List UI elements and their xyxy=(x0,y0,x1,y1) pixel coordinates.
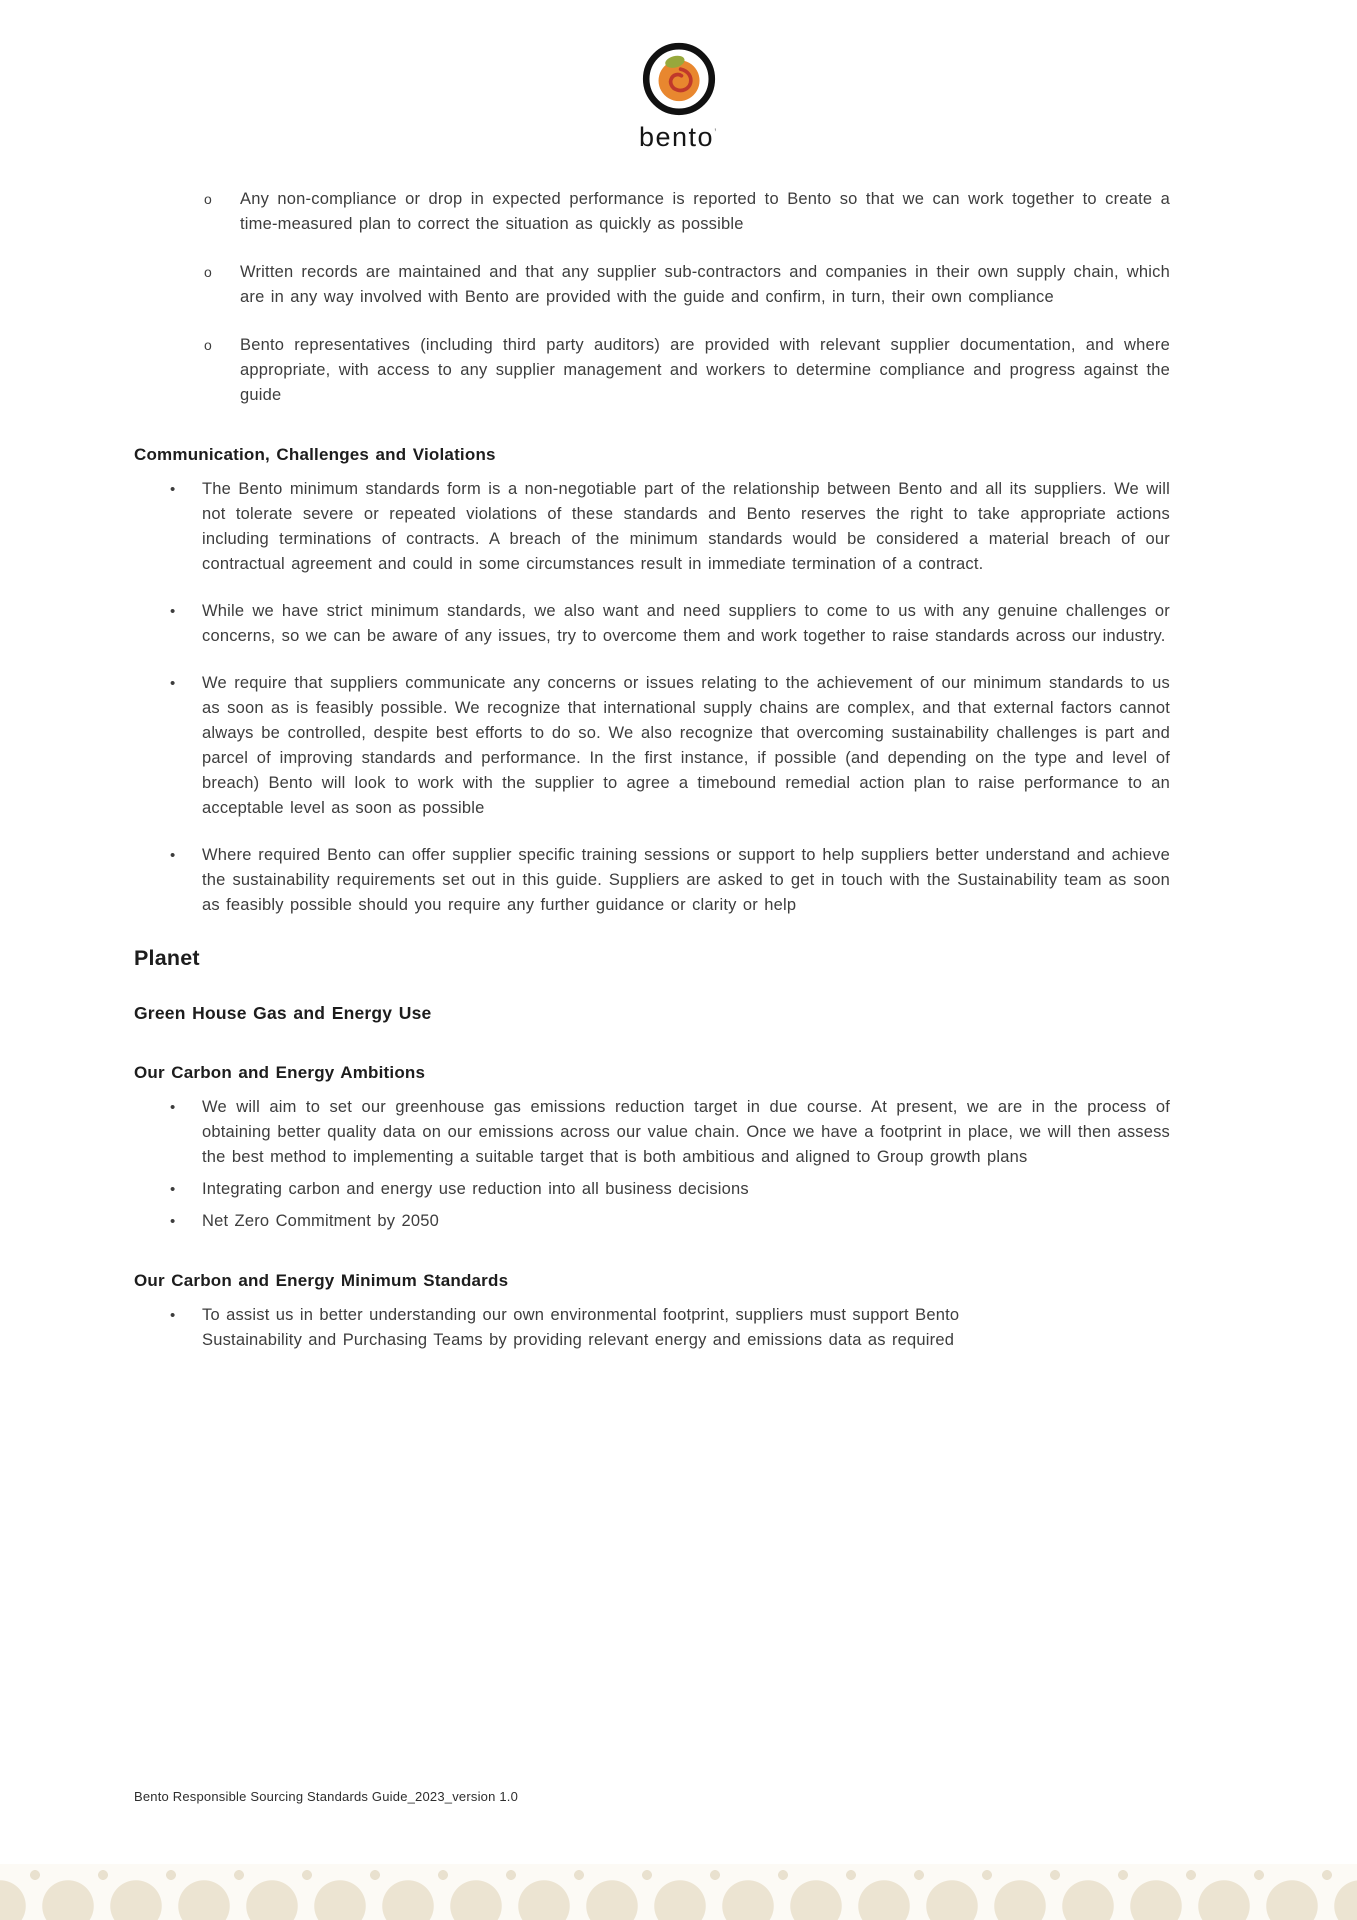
bullet-item xyxy=(134,1177,1170,1202)
bullet-marker: • xyxy=(170,481,176,498)
logo xyxy=(0,0,1357,153)
bullet-item xyxy=(134,1095,1170,1170)
sub-bullet-item xyxy=(134,333,1170,408)
sub-bullet-text: Written records are maintained and that any supplier sub-contractors and companies in their own supply chain, which are in any way involved with Bento are provided with the guide and confirm, in turn, their own compliance xyxy=(240,263,1170,306)
circle-marker: o xyxy=(204,264,212,280)
logo-text xyxy=(0,122,1357,153)
circle-marker: o xyxy=(204,337,212,353)
bullet-marker: • xyxy=(170,1213,176,1230)
bullet-marker: • xyxy=(170,847,176,864)
bullet-item xyxy=(134,671,1170,821)
bullet-marker: • xyxy=(170,675,176,692)
sub-bullet-text: Any non-compliance or drop in expected performance is reported to Bento so that we can work together to create a time-measured plan to correct the situation as quickly as possible xyxy=(240,190,1170,233)
bullet-text: To assist us in better understanding our own environmental footprint, suppliers must support Bento Sustainability and Purchasing Teams by providing relevant energy and emissions data as required xyxy=(202,1306,960,1349)
bullet-text: We require that suppliers communicate any concerns or issues relating to the achievement of our minimum standards to us as soon as is feasibly possible. We recognize that international supply chains are complex, and that external factors cannot always be controlled, despite best efforts to do so. We also recognize that overcoming sustainability challenges is part and parcel of improving standards and performance. In the first instance, if possible (and depending on the type and level of breach) Bento will look to work with the supplier to agree a timebound remedial action plan to raise performance to an acceptable level as soon as possible xyxy=(202,674,1170,817)
section-heading-carbon-ambitions: Our Carbon and Energy Ambitions xyxy=(134,1063,426,1082)
section-heading-carbon-minimum-standards: Our Carbon and Energy Minimum Standards xyxy=(134,1271,509,1290)
bullet-item xyxy=(134,1303,1170,1353)
minimum-standards-bullet-list xyxy=(134,1303,1170,1353)
bullet-item xyxy=(134,477,1170,577)
document-body xyxy=(134,187,1170,1353)
bullet-item xyxy=(134,599,1170,649)
section-heading-ghg: Green House Gas and Energy Use xyxy=(134,1003,432,1023)
bullet-text: We will aim to set our greenhouse gas emissions reduction target in due course. At present, we are in the process of obtaining better quality data on our emissions across our value chain. Once we have a footprint in place, we will then assess the best method to implementing a suitable target that is both ambitious and aligned to Group growth plans xyxy=(202,1098,1170,1166)
bullet-marker: • xyxy=(170,1099,176,1116)
bullet-text: The Bento minimum standards form is a non-negotiable part of the relationship between Bento and all its suppliers. We will not tolerate severe or repeated violations of these standards and Bento reserves the right to take appropriate actions including terminations of contracts. A breach of the minimum standards would be considered a material breach of our contractual agreement and could in some circumstances result in immediate termination of a contract. xyxy=(202,480,1170,573)
communication-bullet-list xyxy=(134,477,1170,918)
sub-bullet-text: Bento representatives (including third party auditors) are provided with relevant supplier documentation, and where appropriate, with access to any supplier management and workers to determine compliance and progress against the guide xyxy=(240,336,1170,404)
bullet-marker: • xyxy=(170,1307,176,1324)
bullet-text: Integrating carbon and energy use reduction into all business decisions xyxy=(202,1180,749,1198)
bullet-text: Where required Bento can offer supplier specific training sessions or support to help suppliers better understand and achieve the sustainability requirements set out in this guide. Suppliers are asked to get in touch with the Sustainability team as soon as feasibly possible should you require any further guidance or clarity or help xyxy=(202,846,1170,914)
brand-name: bento xyxy=(638,122,715,152)
bullet-marker: • xyxy=(170,603,176,620)
sub-bullet-item xyxy=(134,260,1170,310)
ambitions-bullet-list xyxy=(134,1095,1170,1234)
bento-logo-icon xyxy=(638,38,720,120)
sub-bullet-item xyxy=(134,187,1170,237)
compliance-sub-bullet-list xyxy=(134,187,1170,408)
bullet-item xyxy=(134,843,1170,918)
bullet-text: Net Zero Commitment by 2050 xyxy=(202,1212,439,1230)
bullet-item xyxy=(134,1209,1170,1234)
decorative-scallop-border xyxy=(0,1864,1357,1920)
section-heading-communication: Communication, Challenges and Violations xyxy=(134,445,496,464)
brand-mark: ’ xyxy=(714,127,719,139)
section-heading-planet: Planet xyxy=(134,946,200,970)
footer-text: Bento Responsible Sourcing Standards Guide_2023_version 1.0 xyxy=(134,1789,518,1804)
circle-marker: o xyxy=(204,191,212,207)
bullet-marker: • xyxy=(170,1181,176,1198)
bullet-text: While we have strict minimum standards, we also want and need suppliers to come to us with any genuine challenges or concerns, so we can be aware of any issues, try to overcome them and work together to raise standards across our industry. xyxy=(202,602,1170,645)
